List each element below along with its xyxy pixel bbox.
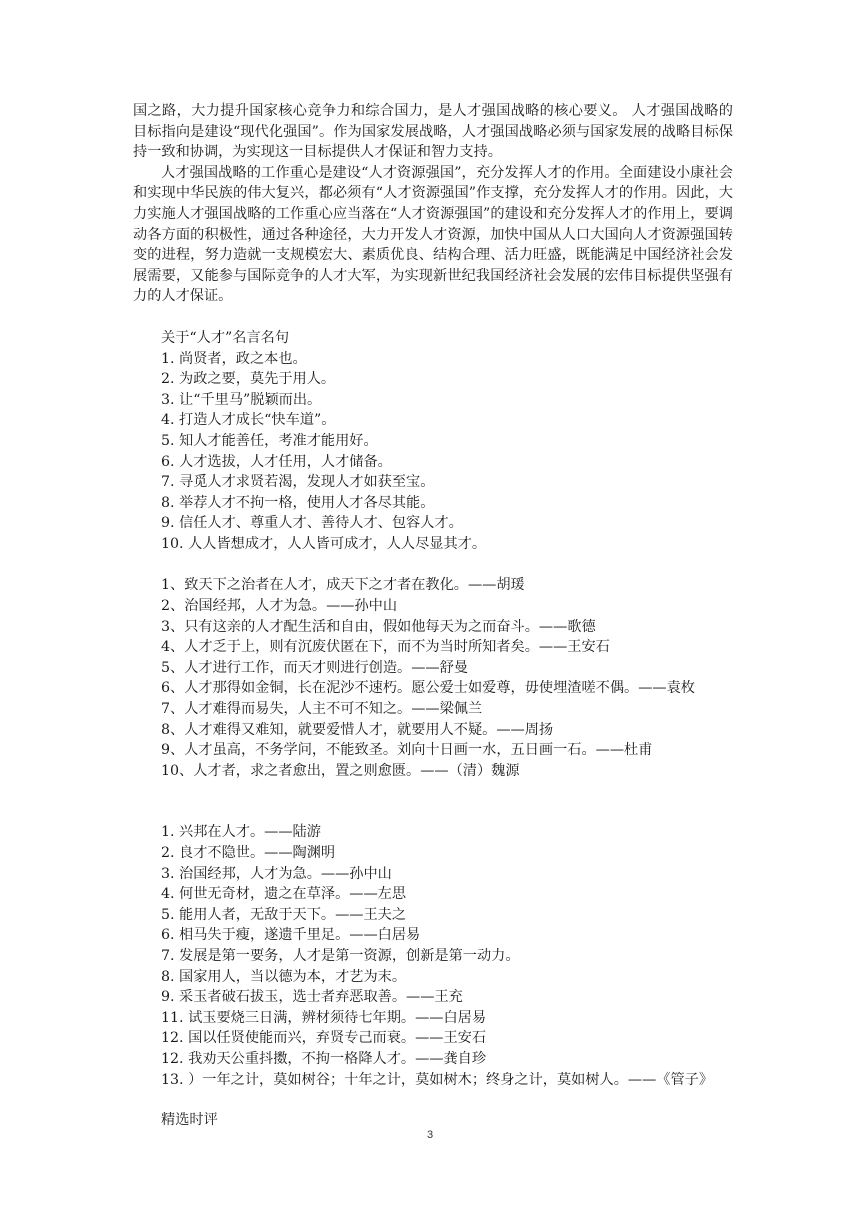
list-item: 4. 打造人才成长“快车道”。 bbox=[161, 412, 336, 429]
list-item: 6. 人才选拔，人才任用，人才储备。 bbox=[161, 453, 392, 470]
more-quotes-section bbox=[133, 822, 733, 1090]
body-text bbox=[133, 101, 733, 307]
list-item: 1. 尚贤者，政之本也。 bbox=[161, 350, 307, 367]
list-item: 1. 兴邦在人才。——陆游 bbox=[161, 824, 321, 841]
list-item: 2. 为政之要，莫先于用人。 bbox=[161, 371, 336, 388]
list-item: 7、人才难得而易失，人主不可不知之。——梁佩兰 bbox=[161, 701, 483, 718]
list-item: 8、人才难得又难知，就要爱惜人才，就要用人不疑。——周扬 bbox=[161, 721, 554, 738]
list-item: 6. 相马失于瘦，遂遗千里足。——白居易 bbox=[161, 927, 421, 944]
list-item: 4、人才乏于上，则有沉废伏匿在下，而不为当时所知者矣。——王安石 bbox=[161, 639, 610, 656]
list-item: 7. 寻觅人才求贤若渴，发现人才如获至宝。 bbox=[161, 474, 435, 491]
list-item: 3、只有这亲的人才配生活和自由，假如他每天为之而奋斗。——歌德 bbox=[161, 618, 596, 635]
list-item: 4. 何世无奇材，遗之在草泽。——左思 bbox=[161, 886, 407, 903]
list-item: 3. 让“千里马”脱颖而出。 bbox=[161, 391, 322, 408]
list-item: 9、人才虽高，不务学问，不能致圣。刘向十日画一水，五日画一石。——杜甫 bbox=[161, 742, 653, 759]
list-item: 5. 知人才能善任，考准才能用好。 bbox=[161, 432, 378, 449]
quotes-list bbox=[133, 349, 733, 555]
quotes-section bbox=[133, 328, 733, 555]
paragraph-1: 国之路，大力提升国家核心竞争力和综合国力，是人才强国战略的核心要义。 人才强国战略的目标指向是建设“现代化强国”。作为国家发展战略，人才强国战略必须与国家发展的战略目标保持一致和协调，为实现这一目标提供人才保证和智力支持。 bbox=[133, 103, 733, 161]
section-heading-commentary: 精选时评 bbox=[161, 1112, 218, 1129]
list-item: 5. 能用人者，无敌于天下。——王夫之 bbox=[161, 906, 407, 923]
list-item: 8. 国家用人，当以德为本，才艺为末。 bbox=[161, 968, 407, 985]
list-item: 9. 信任人才、尊重人才、善待人才、包容人才。 bbox=[161, 515, 463, 532]
list-item: 9. 采玉者破石拔玉，选士者弃恶取善。——王充 bbox=[161, 989, 463, 1006]
list-item: 1、致天下之治者在人才，成天下之才者在教化。——胡瑗 bbox=[161, 577, 525, 594]
page-number: 3 bbox=[426, 1129, 434, 1141]
list-item: 12. 国以任贤使能而兴，弃贤专己而衰。——王安石 bbox=[161, 1030, 487, 1047]
list-item: 10. 人人皆想成才，人人皆可成才，人人尽显其才。 bbox=[161, 535, 487, 552]
more-quotes-list bbox=[133, 822, 733, 1090]
list-item: 2. 良才不隐世。——陶渊明 bbox=[161, 845, 336, 861]
list-item: 12. 我劝天公重抖擞，不拘一格降人才。——龚自珍 bbox=[161, 1050, 487, 1067]
paragraph-2: 人才强国战略的工作重心是建设“人才资源强国”，充分发挥人才的作用。全面建设小康社会和实现中华民族的伟大复兴，都必须有“人才资源强国”作支撑，充分发挥人才的作用。因此，大力实施人才强国战略的工作重心应当落在“人才资源强国”的建设和充分发挥人才的作用上，要调动各方面的积极性，通过各种途径，大力开发人才资源，加快中国从人口大国向人才资源强国转变的进程，努力造就一支规模宏大、素质优良、结构合理、活力旺盛，既能满足中国经济社会发展需要，又能参与国际竞争的人才大军，为实现新世纪我国经济社会发展的宏伟目标提供坚强有力的人才保证。 bbox=[133, 164, 733, 305]
list-item: 2、治国经邦，人才为急。——孙中山 bbox=[161, 598, 398, 615]
list-item: 10、人才者，求之者愈出，置之则愈匮。——（清）魏源 bbox=[161, 762, 520, 779]
list-item: 7. 发展是第一要务，人才是第一资源，创新是第一动力。 bbox=[161, 947, 520, 964]
quotes-heading: 关于“人才”名言名句 bbox=[161, 329, 290, 346]
list-item: 6、人才那得如金铜，长在泥沙不速朽。愿公爱士如爱尊，毋使埋渣嗟不偶。——袁枚 bbox=[161, 680, 695, 697]
page-content bbox=[133, 101, 733, 1131]
list-item: 13. ）一年之计，莫如树谷；十年之计，莫如树木；终身之计，莫如树人。——《管子》 bbox=[161, 1071, 714, 1088]
list-item: 11. 试玉要烧三日满，辨材须待七年期。——白居易 bbox=[161, 1009, 487, 1026]
famous-quotes-list bbox=[133, 575, 733, 781]
list-item: 3. 治国经邦，人才为急。——孙中山 bbox=[161, 865, 392, 882]
famous-quotes-section bbox=[133, 575, 733, 781]
list-item: 5、人才进行工作，而天才则进行创造。——舒曼 bbox=[161, 659, 468, 676]
list-item: 8. 举荐人才不拘一格，使用人才各尽其能。 bbox=[161, 494, 435, 511]
